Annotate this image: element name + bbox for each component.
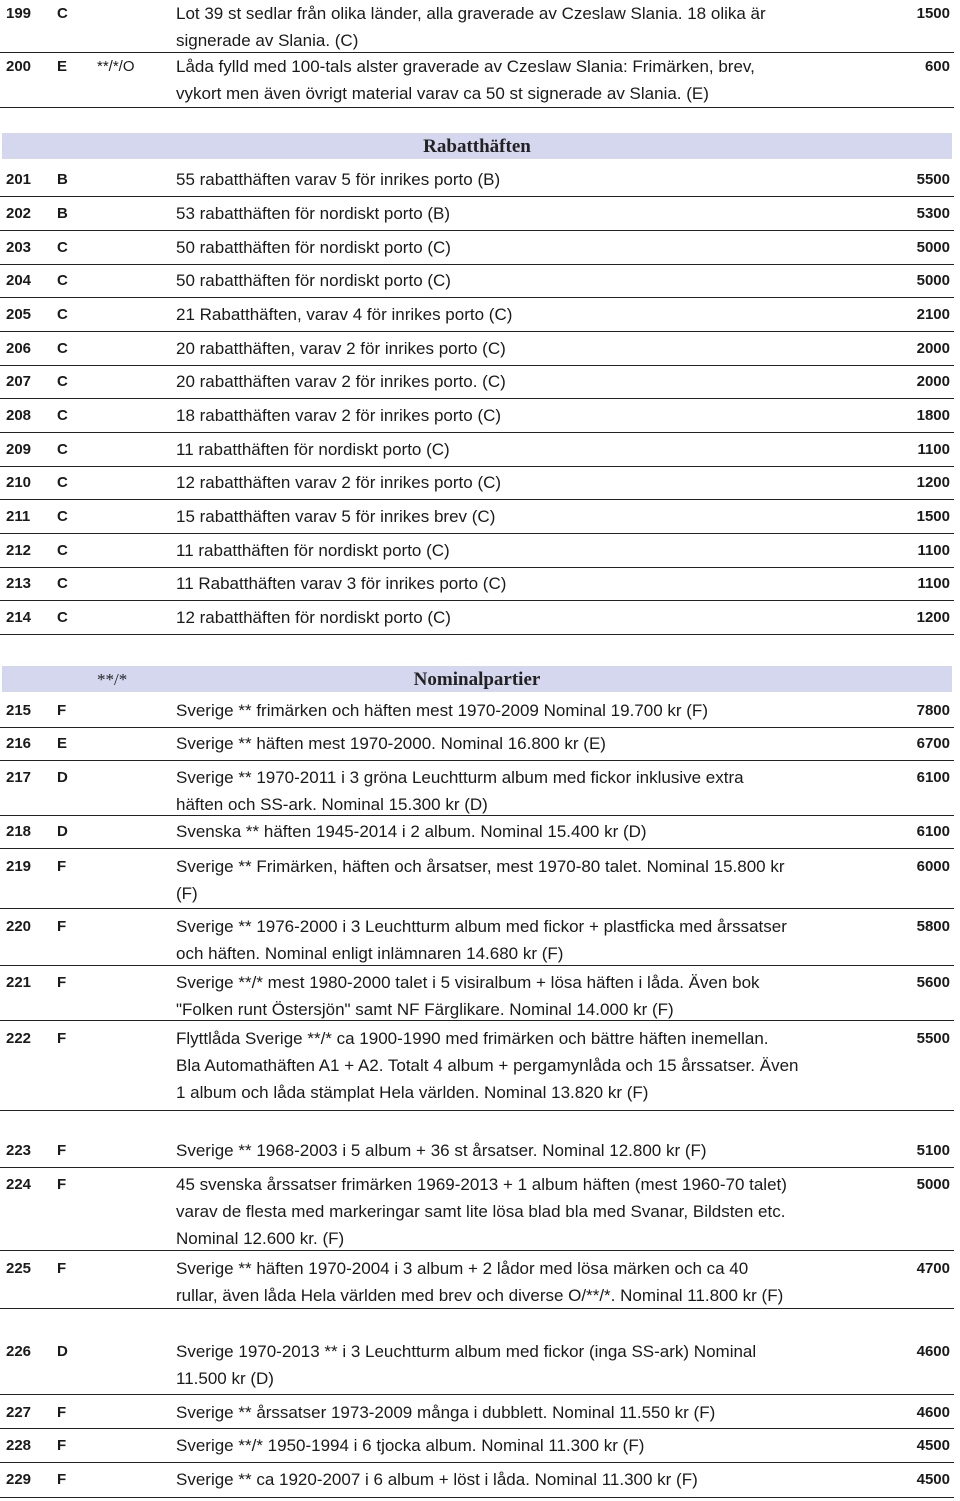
row-divider xyxy=(0,567,954,568)
row-divider xyxy=(0,499,954,500)
row-divider xyxy=(0,727,954,728)
lot-number: 208 xyxy=(6,407,32,424)
row-divider xyxy=(0,533,954,534)
lot-number: 225 xyxy=(6,1260,32,1277)
lot-price: 1100 xyxy=(917,575,950,592)
lot-grade: C xyxy=(57,5,68,22)
lot-price: 2000 xyxy=(916,340,950,357)
lot-description-line: varav de flesta med markeringar samt lite lösa blad bla med Svanar, Bildsten etc. xyxy=(176,1202,786,1221)
lot-number: 200 xyxy=(6,58,32,75)
section-title: Nominalpartier xyxy=(413,669,541,690)
lot-number: 204 xyxy=(6,272,32,289)
lot-number: 207 xyxy=(6,373,32,390)
lot-description: 11 rabatthäften för nordiskt porto (C) xyxy=(176,541,450,560)
lot-price: 5600 xyxy=(916,974,950,991)
section-title: Rabatthäften xyxy=(423,136,531,157)
lot-description xyxy=(176,764,876,818)
lot-description-line: Nominal 12.600 kr. (F) xyxy=(176,1229,345,1248)
lot-price: 1200 xyxy=(916,609,950,626)
lot-grade: F xyxy=(57,918,67,935)
row-divider xyxy=(0,365,954,366)
lot-description-line: häften och SS-ark. Nominal 15.300 kr (D) xyxy=(176,795,488,814)
row-divider xyxy=(0,264,954,265)
row-divider xyxy=(0,600,954,601)
row-divider xyxy=(0,1462,954,1463)
lot-grade: C xyxy=(57,508,68,525)
lot-description xyxy=(176,853,876,907)
lot-number: 223 xyxy=(6,1142,32,1159)
lot-grade: F xyxy=(57,1030,67,1047)
lot-grade: D xyxy=(57,1343,68,1360)
row-divider xyxy=(0,634,954,635)
lot-description xyxy=(176,1255,876,1309)
lot-price: 5100 xyxy=(916,1142,950,1159)
lot-price: 1800 xyxy=(916,407,950,424)
lot-description-line: Sverige **/* mest 1980-2000 talet i 5 visiralbum + lösa häften i låda. Även bok xyxy=(176,973,760,992)
row-divider xyxy=(0,908,954,909)
row-divider xyxy=(0,398,954,399)
lot-grade: F xyxy=(57,1142,67,1159)
lot-number: 203 xyxy=(6,239,32,256)
lot-grade: C xyxy=(57,272,68,289)
lot-grade: C xyxy=(57,306,68,323)
lot-price: 5000 xyxy=(916,239,950,256)
lot-price: 4500 xyxy=(916,1437,950,1454)
lot-number: 201 xyxy=(6,171,32,188)
lot-description-line: "Folken runt Östersjön" samt NF Färglikare. Nominal 14.000 kr (F) xyxy=(176,1000,674,1019)
lot-grade: F xyxy=(57,1260,67,1277)
lot-grade: F xyxy=(57,858,67,875)
lot-description-line: 45 svenska årssatser frimärken 1969-2013 + 1 album häften (mest 1960-70 talet) xyxy=(176,1175,787,1194)
lot-price: 1100 xyxy=(917,542,950,559)
lot-description: 50 rabatthäften för nordiskt porto (C) xyxy=(176,238,451,257)
lot-grade: F xyxy=(57,702,67,719)
lot-price: 1500 xyxy=(916,508,950,525)
row-divider xyxy=(0,1428,954,1429)
lot-price: 6000 xyxy=(916,858,950,875)
row-divider xyxy=(0,466,954,467)
lot-number: 205 xyxy=(6,306,32,323)
lot-description: 53 rabatthäften för nordiskt porto (B) xyxy=(176,204,451,223)
lot-price: 5500 xyxy=(916,1030,950,1047)
lot-number: 224 xyxy=(6,1176,32,1193)
lot-grade: F xyxy=(57,974,67,991)
lot-description-line: 1 album och låda stämplat Hela världen. Nominal 13.820 kr (F) xyxy=(176,1083,649,1102)
lot-price: 7800 xyxy=(916,702,950,719)
lot-description-line: 11.500 kr (D) xyxy=(176,1369,274,1388)
lot-number: 206 xyxy=(6,340,32,357)
lot-number: 214 xyxy=(6,609,32,626)
lot-grade: F xyxy=(57,1471,67,1488)
lot-description-line: (F) xyxy=(176,884,198,903)
lot-grade: C xyxy=(57,542,68,559)
lot-description xyxy=(176,1137,876,1164)
lot-number: 226 xyxy=(6,1343,32,1360)
row-divider xyxy=(0,760,954,761)
row-divider xyxy=(0,1394,954,1395)
lot-number: 209 xyxy=(6,441,32,458)
lot-description: 21 Rabatthäften, varav 4 för inrikes porto (C) xyxy=(176,305,513,324)
lot-grade: B xyxy=(57,205,68,222)
lot-grade: F xyxy=(57,1176,67,1193)
lot-grade: C xyxy=(57,340,68,357)
row-divider xyxy=(0,230,954,231)
lot-description-line: Sverige ** frimärken och häften mest 1970-2009 Nominal 19.700 kr (F) xyxy=(176,701,708,720)
row-divider xyxy=(0,1308,954,1309)
lot-price: 5000 xyxy=(916,272,950,289)
lot-description-line: vykort men även övrigt material varav ca 50 st signerade av Slania. (E) xyxy=(176,84,709,103)
lot-price: 2100 xyxy=(916,306,950,323)
lot-description-line: Sverige ** 1968-2003 i 5 album + 36 st årsatser. Nominal 12.800 kr (F) xyxy=(176,1141,707,1160)
lot-grade: C xyxy=(57,407,68,424)
lot-price: 1100 xyxy=(917,441,950,458)
row-divider xyxy=(0,1250,954,1251)
lot-price: 600 xyxy=(924,58,950,75)
lot-description: 12 rabatthäften varav 2 för inrikes porto (C) xyxy=(176,473,502,492)
lot-grade: E xyxy=(57,58,68,75)
row-divider xyxy=(0,107,954,108)
lot-number: 212 xyxy=(6,542,32,559)
lot-description-line: Sverige ** 1976-2000 i 3 Leuchtturm album med fickor + plastficka med årssatser xyxy=(176,917,787,936)
lot-number: 221 xyxy=(6,974,32,991)
lot-description-line: och häften. Nominal enligt inlämnaren 14.680 kr (F) xyxy=(176,944,564,963)
lot-grade: C xyxy=(57,474,68,491)
lot-price: 4600 xyxy=(916,1343,950,1360)
lot-grade: C xyxy=(57,609,68,626)
lot-number: 215 xyxy=(6,702,32,719)
lot-number: 219 xyxy=(6,858,32,875)
lot-grade: F xyxy=(57,1437,67,1454)
section-condition: **/* xyxy=(97,670,128,689)
lot-description xyxy=(176,1466,876,1493)
section-header-rabatthaften xyxy=(2,133,952,159)
lot-price: 5500 xyxy=(916,171,950,188)
lot-description-line: Bla Automathäften A1 + A2. Totalt 4 album + pergamynlåda och 15 årssatser. Även xyxy=(176,1056,799,1075)
lot-grade: C xyxy=(57,239,68,256)
lot-number: 227 xyxy=(6,1404,32,1421)
lot-number: 222 xyxy=(6,1030,32,1047)
lot-description xyxy=(176,53,876,107)
lot-description-line: Sverige ** häften mest 1970-2000. Nominal 16.800 kr (E) xyxy=(176,734,606,753)
lot-number: 210 xyxy=(6,474,32,491)
lot-number: 211 xyxy=(6,508,31,525)
lot-number: 229 xyxy=(6,1471,32,1488)
lot-description-line: Flyttlåda Sverige **/* ca 1900-1990 med frimärken och bättre häften inemellan. xyxy=(176,1029,769,1048)
lot-grade: B xyxy=(57,171,68,188)
lot-description xyxy=(176,730,876,757)
lot-description-line: Sverige ** 1970-2011 i 3 gröna Leuchtturm album med fickor inklusive extra xyxy=(176,768,744,787)
lot-price: 6100 xyxy=(916,823,950,840)
lot-number: 218 xyxy=(6,823,32,840)
lot-price: 6100 xyxy=(916,769,950,786)
lot-price: 4500 xyxy=(916,1471,950,1488)
lot-description: 55 rabatthäften varav 5 för inrikes porto (B) xyxy=(176,170,501,189)
lot-description xyxy=(176,697,876,724)
row-divider xyxy=(0,196,954,197)
lot-description xyxy=(176,969,876,1023)
row-divider xyxy=(0,297,954,298)
lot-price: 1200 xyxy=(916,474,950,491)
lot-number: 228 xyxy=(6,1437,32,1454)
lot-description xyxy=(176,1025,876,1106)
lot-price: 2000 xyxy=(916,373,950,390)
lot-grade: D xyxy=(57,823,68,840)
lot-description: 11 rabatthäften för nordiskt porto (C) xyxy=(176,440,450,459)
lot-description: 12 rabatthäften för nordiskt porto (C) xyxy=(176,608,451,627)
lot-description: 20 rabatthäften varav 2 för inrikes porto. (C) xyxy=(176,372,506,391)
lot-description: 50 rabatthäften för nordiskt porto (C) xyxy=(176,271,451,290)
lot-description-line: Svenska ** häften 1945-2014 i 2 album. Nominal 15.400 kr (D) xyxy=(176,822,647,841)
lot-number: 202 xyxy=(6,205,32,222)
lot-number: 220 xyxy=(6,918,32,935)
lot-grade: C xyxy=(57,373,68,390)
lot-description: 11 Rabatthäften varav 3 för inrikes porto (C) xyxy=(176,574,507,593)
lot-description-line: Sverige 1970-2013 ** i 3 Leuchtturm album med fickor (inga SS-ark) Nominal xyxy=(176,1342,757,1361)
lot-description: 20 rabatthäften, varav 2 för inrikes porto (C) xyxy=(176,339,506,358)
lot-price: 5800 xyxy=(916,918,950,935)
lot-description-line: rullar, även låda Hela världen med brev och diverse O/**/*. Nominal 11.800 kr (F) xyxy=(176,1286,784,1305)
lot-description-line: Sverige ** häften 1970-2004 i 3 album + 2 lådor med lösa märken och ca 40 xyxy=(176,1259,749,1278)
lot-description: 18 rabatthäften varav 2 för inrikes porto (C) xyxy=(176,406,502,425)
row-divider xyxy=(0,432,954,433)
lot-number: 216 xyxy=(6,735,32,752)
lot-grade: C xyxy=(57,575,68,592)
lot-description xyxy=(176,1338,876,1392)
lot-number: 213 xyxy=(6,575,32,592)
lot-grade: E xyxy=(57,735,68,752)
section-header-nominalpartier xyxy=(2,666,952,692)
lot-number: 217 xyxy=(6,769,32,786)
row-divider xyxy=(0,331,954,332)
lot-price: 5000 xyxy=(916,1176,950,1193)
row-divider xyxy=(0,815,954,816)
lot-description-line: Sverige ** årssatser 1973-2009 många i dubblett. Nominal 11.550 kr (F) xyxy=(176,1403,716,1422)
lot-grade: C xyxy=(57,441,68,458)
lot-price: 4600 xyxy=(916,1404,950,1421)
lot-condition: **/*/O xyxy=(97,58,135,75)
lot-grade: F xyxy=(57,1404,67,1421)
row-divider xyxy=(0,1020,954,1021)
lot-price: 4700 xyxy=(916,1260,950,1277)
row-divider xyxy=(0,1110,954,1111)
lot-description xyxy=(176,1432,876,1459)
lot-description-line: Sverige ** ca 1920-2007 i 6 album + löst i låda. Nominal 11.300 kr (F) xyxy=(176,1470,698,1489)
lot-description-line: Låda fylld med 100-tals alster graverade av Czeslaw Slania: Frimärken, brev, xyxy=(176,57,755,76)
lot-description-line: Sverige ** Frimärken, häften och årsatser, mest 1970-80 talet. Nominal 15.800 kr xyxy=(176,857,785,876)
lot-price: 1500 xyxy=(916,5,950,22)
lot-description xyxy=(176,1171,876,1252)
lot-number: 199 xyxy=(6,5,32,22)
lot-grade: D xyxy=(57,769,68,786)
lot-description-line: Sverige **/* 1950-1994 i 6 tjocka album. Nominal 11.300 kr (F) xyxy=(176,1436,645,1455)
lot-description-line: signerade av Slania. (C) xyxy=(176,31,359,50)
row-divider xyxy=(0,1167,954,1168)
lot-description xyxy=(176,1399,876,1426)
lot-description-line: Lot 39 st sedlar från olika länder, alla graverade av Czeslaw Slania. 18 olika är xyxy=(176,4,766,23)
lot-description xyxy=(176,818,876,845)
lot-description xyxy=(176,0,876,54)
lot-price: 5300 xyxy=(916,205,950,222)
lot-description xyxy=(176,913,876,967)
lot-description: 15 rabatthäften varav 5 för inrikes brev (C) xyxy=(176,507,496,526)
lot-price: 6700 xyxy=(916,735,950,752)
row-divider xyxy=(0,1497,954,1498)
row-divider xyxy=(0,965,954,966)
row-divider xyxy=(0,848,954,849)
